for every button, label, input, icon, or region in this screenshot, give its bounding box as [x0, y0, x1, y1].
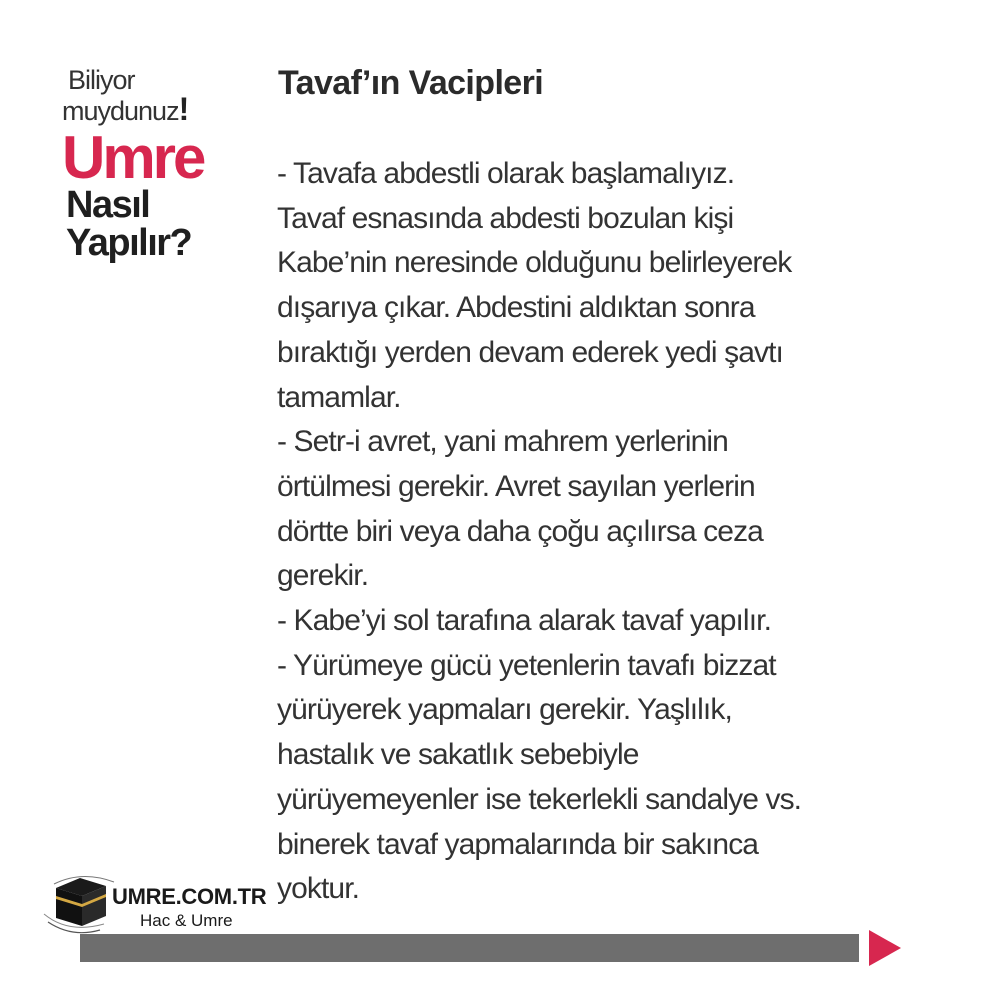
body-line: tamamlar. — [277, 380, 401, 414]
kaaba-icon — [42, 862, 122, 942]
body-line: dışarıya çıkar. Abdestini aldıktan sonra — [277, 291, 755, 325]
brand-tagline: Hac & Umre — [140, 911, 233, 930]
body-line: - Tavafa abdestli olarak başlamalıyız. — [277, 157, 735, 190]
badge-yapilir: Yapılır? — [66, 222, 192, 264]
body-line: hastalık ve sakatlık sebebiyle — [277, 738, 639, 772]
body-line: gerekir. — [277, 559, 369, 593]
exclamation-mark: ! — [178, 91, 189, 127]
body-line: yoktur. — [277, 872, 360, 906]
brand-logo — [42, 862, 277, 942]
page-title: Tavaf’ın Vacipleri — [278, 64, 544, 102]
progress-bar — [80, 934, 859, 962]
series-badge — [62, 66, 262, 262]
brand-name: UMRE.COM.TR — [112, 884, 267, 909]
progress-fill — [80, 934, 859, 962]
next-arrow-icon[interactable] — [869, 930, 901, 966]
badge-line-1: Biliyor — [68, 65, 135, 95]
body-line: örtülmesi gerekir. Avret sayılan yerlerin — [277, 469, 755, 503]
badge-nasil: Nasıl — [66, 184, 150, 226]
badge-line-2-text: muydunuz — [62, 96, 179, 126]
body-line: - Setr-i avret, yani mahrem yerlerinin — [277, 425, 728, 459]
body-line: yürüyemeyenler ise tekerlekli sandalye vs. — [277, 782, 802, 816]
badge-umre: Umre — [62, 124, 204, 191]
body-line: - Kabe’yi sol tarafına alarak tavaf yapılır. — [277, 604, 771, 638]
body-line: bıraktığı yerden devam ederek yedi şavtı — [277, 335, 783, 369]
body-line: Kabe’nin neresinde olduğunu belirleyerek — [277, 246, 792, 280]
body-line: yürüyerek yapmaları gerekir. Yaşlılık, — [277, 693, 732, 727]
body-line: - Yürümeye gücü yetenlerin tavafı bizzat — [277, 648, 776, 682]
body-line: binerek tavaf yapmalarında bir sakınca — [277, 827, 759, 861]
badge-line-2 — [62, 91, 262, 127]
body-line: Tavaf esnasında abdesti bozulan kişi — [277, 201, 734, 235]
body-line: dörtte biri veya daha çoğu açılırsa ceza — [277, 514, 763, 548]
body-text — [277, 152, 977, 912]
